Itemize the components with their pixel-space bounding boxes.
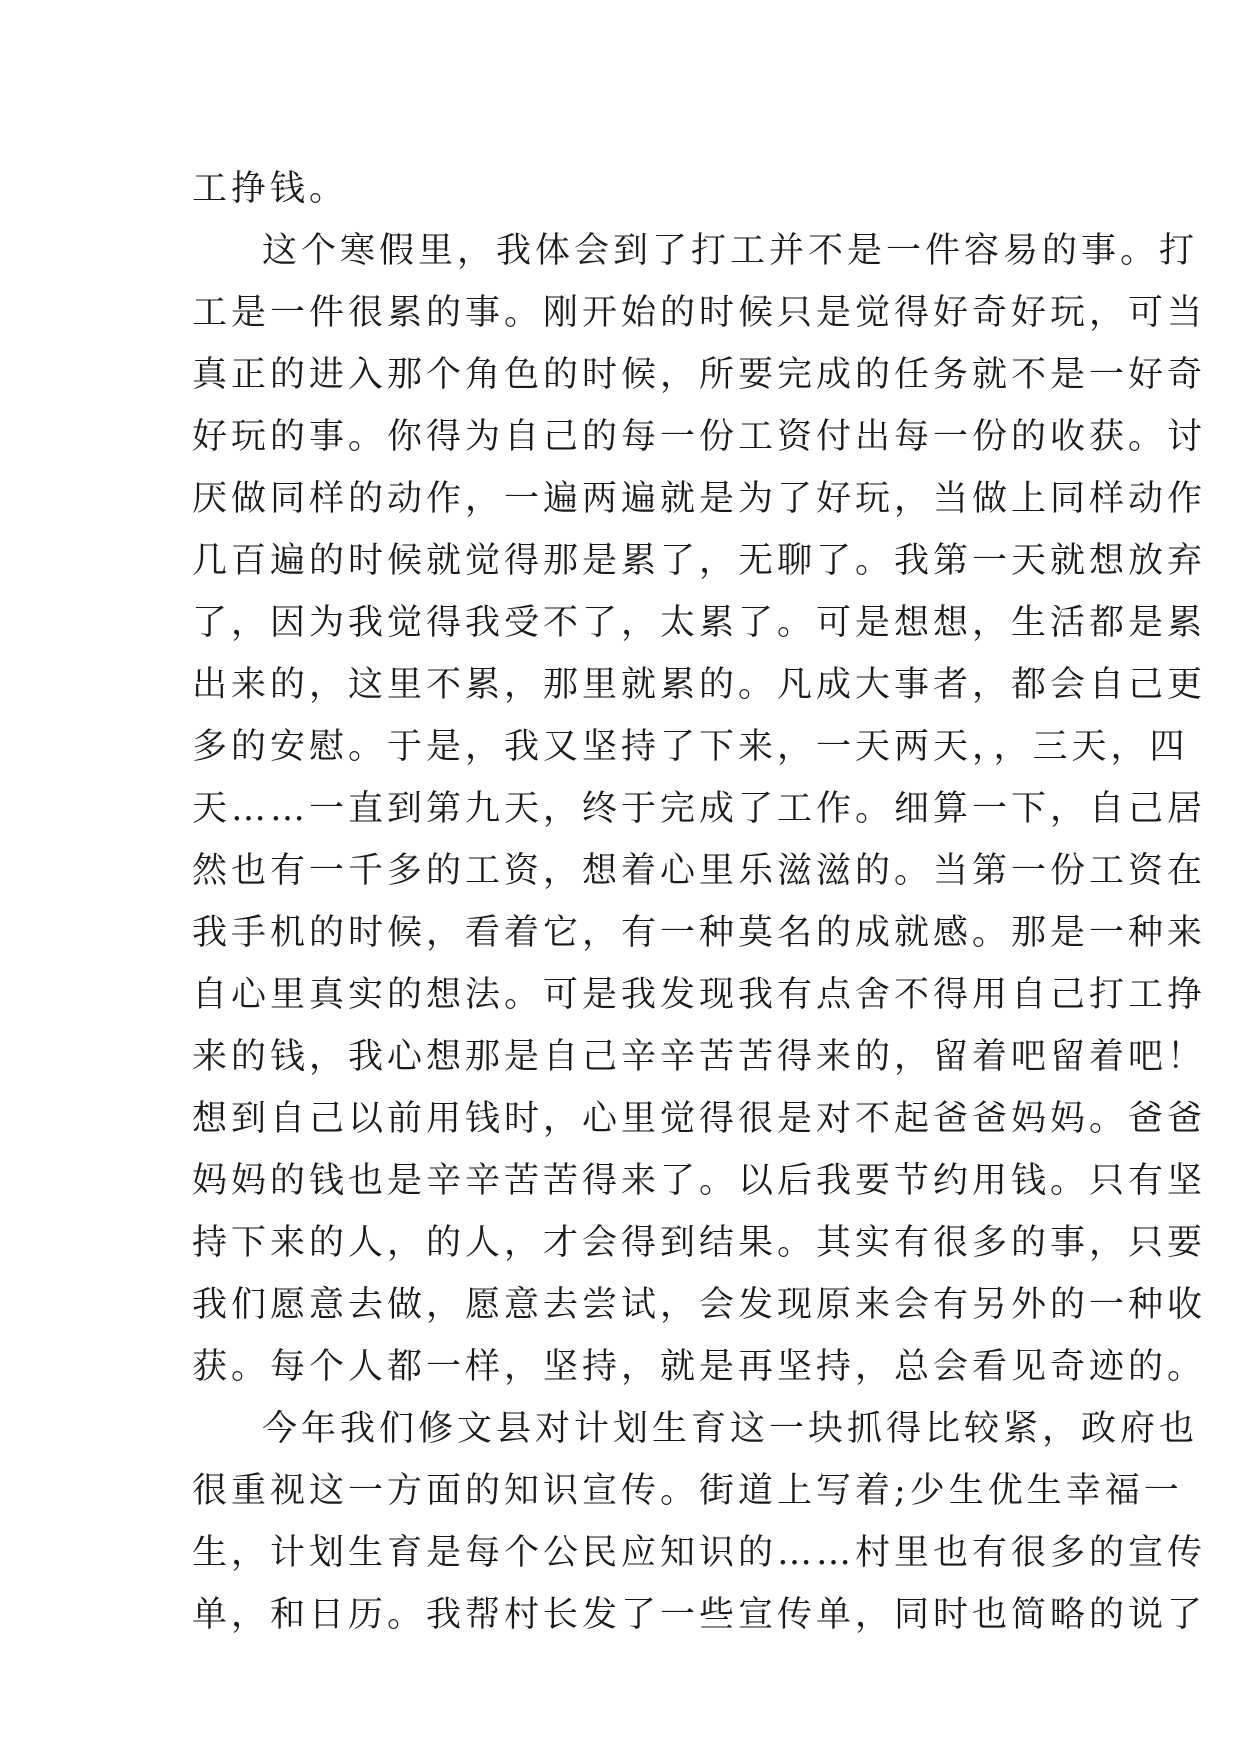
text-line: 妈妈的钱也是辛辛苦苦得来了。以后我要节约用钱。只有坚 xyxy=(192,1161,1207,1201)
text-line: 自心里真实的想法。可是我发现我有点舍不得用自己打工挣 xyxy=(192,975,1207,1015)
text-line: 几百遍的时候就觉得那是累了，无聊了。我第一天就想放弃 xyxy=(192,541,1207,581)
text-line: 生，计划生育是每个公民应知识的……村里也有很多的宣传 xyxy=(192,1533,1207,1573)
text-line: 厌做同样的动作，一遍两遍就是为了好玩，当做上同样动作 xyxy=(192,479,1207,519)
text-line: 我手机的时候，看着它，有一种莫名的成就感。那是一种来 xyxy=(192,913,1207,953)
text-line: 然也有一千多的工资，想着心里乐滋滋的。当第一份工资在 xyxy=(192,851,1207,891)
text-line: 多的安慰。于是，我又坚持了下来，一天两天，，三天，四 xyxy=(192,727,1189,767)
text-line: 好玩的事。你得为自己的每一份工资付出每一份的收获。讨 xyxy=(192,417,1207,457)
text-line: 这个寒假里，我体会到了打工并不是一件容易的事。打 xyxy=(262,231,1199,271)
text-line: 我们愿意去做，愿意去尝试，会发现原来会有另外的一种收 xyxy=(192,1285,1207,1325)
text-line: 出来的，这里不累，那里就累的。凡成大事者，都会自己更 xyxy=(192,665,1207,705)
text-line: 想到自己以前用钱时，心里觉得很是对不起爸爸妈妈。爸爸 xyxy=(192,1099,1207,1139)
text-line: 了，因为我觉得我受不了，太累了。可是想想，生活都是累 xyxy=(192,603,1207,643)
text-line: 获。每个人都一样，坚持，就是再坚持，总会看见奇迹的。 xyxy=(192,1347,1207,1387)
text-line: 工是一件很累的事。刚开始的时候只是觉得好奇好玩，可当 xyxy=(192,293,1207,333)
text-line: 来的钱，我心想那是自己辛辛苦苦得来的，留着吧留着吧！ xyxy=(192,1037,1207,1077)
body-text xyxy=(192,158,1207,1646)
text-line: 工挣钱。 xyxy=(192,169,349,209)
text-line: 天……一直到第九天，终于完成了工作。细算一下，自己居 xyxy=(192,789,1207,829)
text-line: 很重视这一方面的知识宣传。街道上写着;少生优生幸福一 xyxy=(192,1471,1183,1511)
text-line: 今年我们修文县对计划生育这一块抓得比较紧，政府也 xyxy=(262,1409,1199,1449)
text-line: 单，和日历。我帮村长发了一些宣传单，同时也简略的说了 xyxy=(192,1595,1207,1635)
text-line: 持下来的人，的人，才会得到结果。其实有很多的事，只要 xyxy=(192,1223,1207,1263)
text-line: 真正的进入那个角色的时候，所要完成的任务就不是一好奇 xyxy=(192,355,1207,395)
